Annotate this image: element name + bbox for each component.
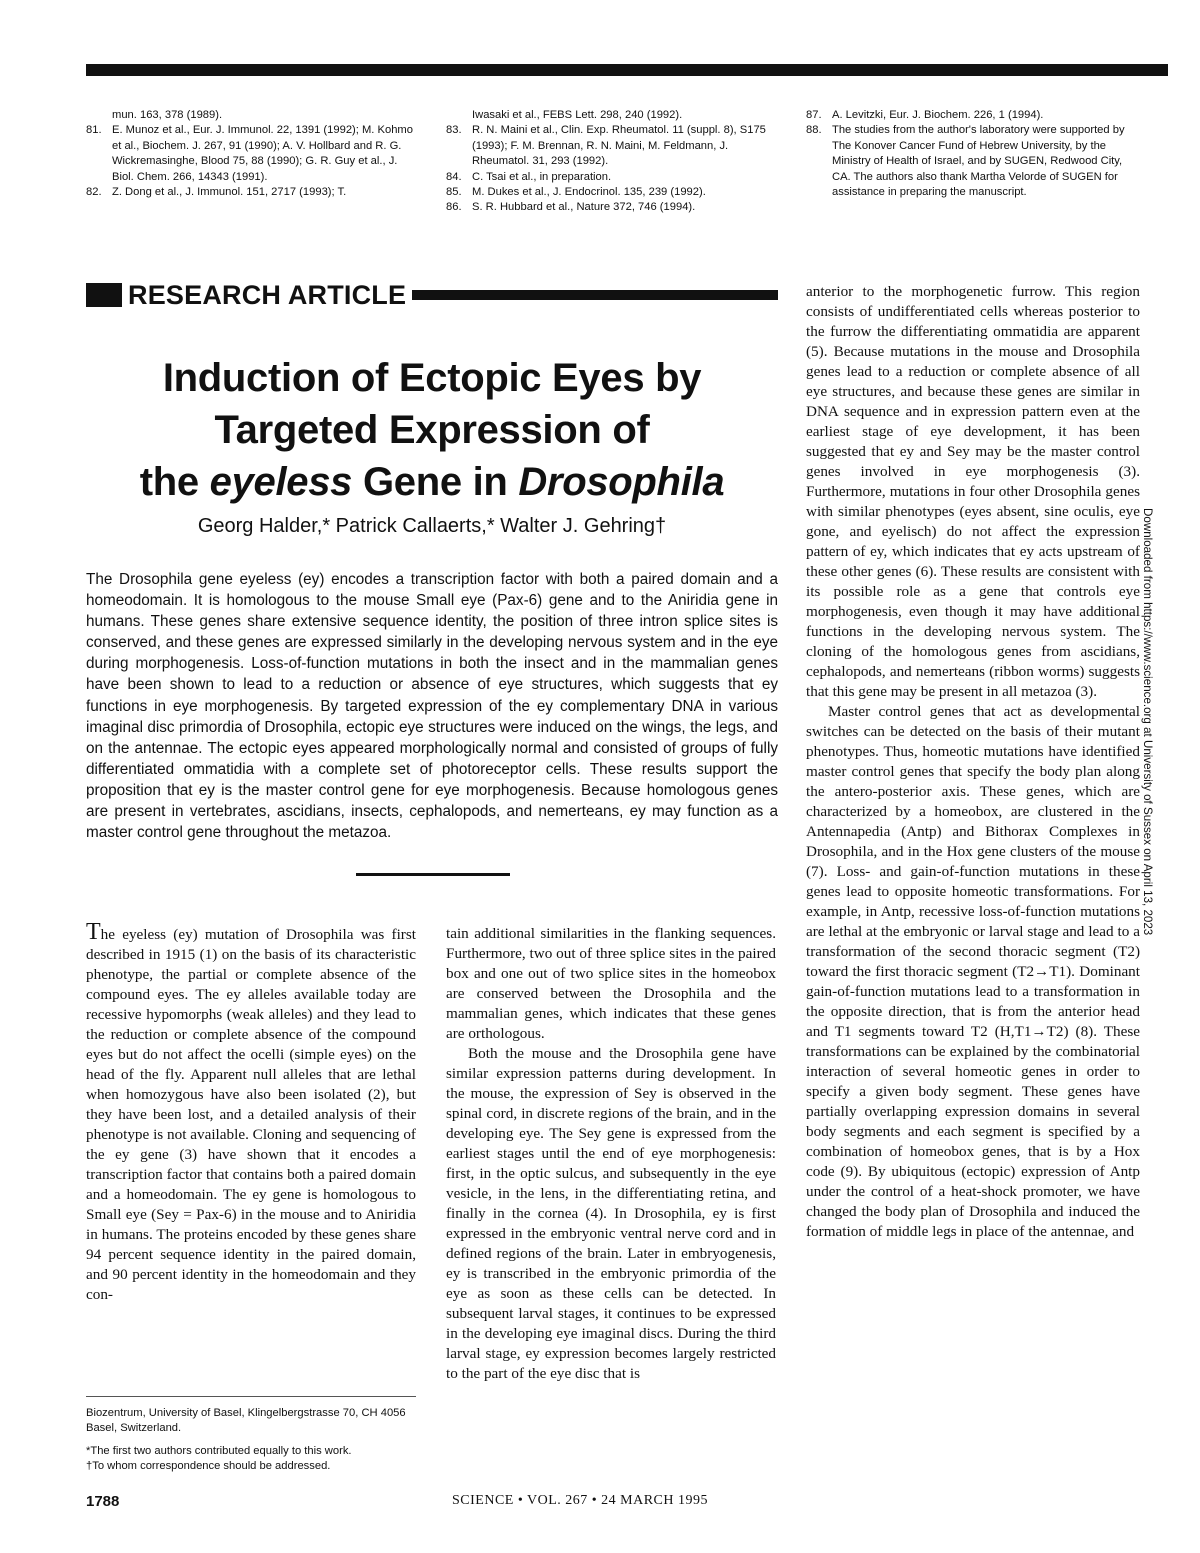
reference-item xyxy=(446,200,776,215)
reference-item xyxy=(86,108,416,123)
reference-text: Iwasaki et al., FEBS Lett. 298, 240 (1992). xyxy=(472,109,683,121)
reference-text: The studies from the author's laboratory were supported by The Konover Cancer Fund of Hebrew University, by the Ministry of Health of Israel, and by SUGEN, Redwood City, CA. The authors also thank Martha Velorde of SUGEN for assistance in preparing the manuscript. xyxy=(832,124,1125,199)
reference-number: 85. xyxy=(446,186,462,199)
abstract-divider xyxy=(356,873,510,876)
title-gene-name: eyeless xyxy=(209,460,353,504)
body-column-1 xyxy=(86,919,416,1305)
author-affiliation: Biozentrum, University of Basel, Klingelbergstrasse 70, CH 4056 Basel, Switzerland. xyxy=(86,1407,406,1434)
body-paragraph-text: he eyeless (ey) mutation of Drosophila was first described in 1915 (1) on the basis of its characteristic phenotype, the partial or complete absence of the compound eyes. The ey alleles available today are recessive hypomorphs (weak alleles) and they lead to the reduction or complete absence of the compound eyes but do not affect the ocelli (simple eyes) on the head of the fly. Apparent null alleles that are lethal when homozygous have also been isolated (2), but they have been lost, and a detailed analysis of their phenotype is not available. Cloning and sequencing of the ey gene (3) have shown that it encodes a transcription factor that contains both a paired domain and a homeodomain. The ey gene is homologous to Small eye (Sey = Pax-6) in the mouse and to Aniridia in humans. The proteins encoded by these genes share 94 percent sequence identity in the paired domain, and 90 percent identity in the homeodomain and they con- xyxy=(86,926,416,1303)
reference-number: 86. xyxy=(446,201,462,214)
section-label xyxy=(86,278,778,312)
reference-item xyxy=(446,185,776,200)
reference-item xyxy=(806,108,1140,123)
title-organism: Drosophila xyxy=(518,460,725,504)
references-column-3 xyxy=(806,108,1140,200)
reference-text: A. Levitzki, Eur. J. Biochem. 226, 1 (1994). xyxy=(832,109,1044,121)
download-watermark xyxy=(1141,508,1164,1064)
footnote-equal-contribution: *The first two authors contributed equally to this work. xyxy=(86,1445,352,1457)
footnote-correspondence: †To whom correspondence should be addressed. xyxy=(86,1460,331,1472)
body-column-3 xyxy=(806,282,1140,1242)
section-label-bar xyxy=(412,290,778,300)
reference-item xyxy=(446,108,776,123)
author-footnotes xyxy=(86,1444,416,1474)
reference-text: Z. Dong et al., J. Immunol. 151, 2717 (1993); T. xyxy=(112,186,347,199)
reference-number: 88. xyxy=(806,124,822,137)
drop-cap: T xyxy=(86,919,101,945)
reference-number: 87. xyxy=(806,109,822,121)
reference-number: 84. xyxy=(446,170,462,183)
references-column-2 xyxy=(446,108,776,216)
reference-number: 81. xyxy=(86,124,102,137)
abstract: The Drosophila gene eyeless (ey) encodes a transcription factor with both a paired domain and a homeodomain. It is homologous to the mouse Small eye (Pax-6) gene and to the Aniridia gene in humans. These genes share extensive sequence identity, the position of three intron splice sites is conserved, and these genes are expressed similarly in the developing nervous system and in the eye during morphogenesis. Loss-of-function mutations in both the insect and in the mammalian genes have been shown to lead to a reduction or absence of eye structures, which suggests that ey functions in eye morphogenesis. By targeted expression of the ey complementary DNA in various imaginal disc primordia of Drosophila, ectopic eye structures were induced on the wings, the legs, and on the antennae. The ectopic eyes appeared morphologically normal and consisted of groups of fully differentiated ommatidia with a complete set of photoreceptor cells. These results support the proposition that ey is the master control gene for eye morphogenesis. Because homologous genes are present in vertebrates, ascidians, insects, cephalopods, and nemerteans, ey may function as a master control gene throughout the metazoa. xyxy=(86,571,778,842)
affiliation-divider xyxy=(86,1396,416,1397)
title-line-1: Induction of Ectopic Eyes by xyxy=(162,356,702,400)
reference-item xyxy=(806,123,1140,200)
reference-item xyxy=(86,185,416,200)
title-line-3-a: the xyxy=(139,460,210,504)
reference-text: S. R. Hubbard et al., Nature 372, 746 (1994). xyxy=(472,201,696,214)
reference-number: 83. xyxy=(446,124,462,137)
section-label-text: RESEARCH ARTICLE xyxy=(128,279,407,310)
reference-text: M. Dukes et al., J. Endocrinol. 135, 239 (1992). xyxy=(472,186,706,199)
title-line-2: Targeted Expression of xyxy=(214,408,650,452)
reference-text: R. N. Maini et al., Clin. Exp. Rheumatol. 11 (suppl. 8), S175 (1993); F. M. Brennan, R. N. Maini, M. Feldmann, J. Rheumatol. 31, 293 (1992). xyxy=(472,124,766,168)
reference-text: E. Munoz et al., Eur. J. Immunol. 22, 1391 (1992); M. Kohmo et al., Biochem. J. 267, 91 (1990); A. V. Hollbard and R. G. Wickremasinghe, Blood 75, 88 (1990); G. R. Guy et al., J. Biol. Chem. 266, 14343 (1991). xyxy=(112,124,413,183)
top-header-rule xyxy=(86,64,1168,76)
reference-item xyxy=(86,123,416,185)
body-paragraph: tain additional similarities in the flanking sequences. Furthermore, two out of three splice sites in the paired box and one out of two splice sites in the homeobox are conserved between the Drosophila and the mammalian genes, which indicates that these genes are orthologous. xyxy=(446,925,776,1042)
references-column-1 xyxy=(86,108,416,200)
reference-text: mun. 163, 378 (1989). xyxy=(112,109,223,121)
section-label-square xyxy=(86,283,122,307)
body-paragraph: anterior to the morphogenetic furrow. This region consists of undifferentiated cells whereas posterior to the furrow the differentiating ommatidia are apparent (5). Because mutations in the mouse and Drosophila genes lead to a reduction or complete absence of all eye structures, and because these genes are similar in DNA sequence and in expression pattern even at the earliest stage of eye development, it has been suggested that ey and Sey may be the master control genes involved in eye morphogenesis (3). Furthermore, mutations in four other Drosophila genes with similar phenotypes (eyes absent, sine oculis, eye gone, and eyelisch) do not affect the expression pattern of ey, which indicates that ey acts upstream of these other genes (6). These results are consistent with its possible role as a gene that controls eye morphogenesis, even though it may have additional functions in the developing nervous system. The cloning of the homologous genes from ascidians, cephalopods, and nemerteans (ribbon worms) suggests that this gene may be present in all metazoa (3). xyxy=(806,283,1140,700)
reference-number: 82. xyxy=(86,186,102,199)
author-list: Georg Halder,* Patrick Callaerts,* Walter J. Gehring† xyxy=(197,515,667,537)
body-paragraph: Both the mouse and the Drosophila gene have similar expression patterns during development. In the mouse, the expression of Sey is observed in the spinal cord, in discrete regions of the brain, and in the developing eye. The Sey gene is expressed from the earliest stages until the end of eye morphogenesis: first, in the optic sulcus, and subsequently in the eye vesicle, in the lens, in the differentiating retina, and finally in the cornea (4). In Drosophila, ey is first expressed in the embryonic ventral nerve cord and in defined regions of the brain. Later in embryogenesis, ey is transcribed in the embryonic primordia of the eye as soon as these cells can be detected. In subsequent larval stages, it continues to be expressed in the developing eye imaginal discs. During the third larval stage, ey expression becomes largely restricted to the part of the eye disc that is xyxy=(446,1045,776,1382)
reference-item xyxy=(446,170,776,185)
reference-item xyxy=(446,123,776,169)
body-column-2 xyxy=(446,924,776,1384)
title-line-3-c: Gene in xyxy=(352,460,519,504)
body-paragraph: Master control genes that act as developmental switches can be detected on the basis of their mutant phenotypes. Thus, homeotic mutations have identified master control genes that specify the body plan along the antero-posterior axis. These genes, which are characterized by a homeobox, are clustered in the Antennapedia (Antp) and Bithorax Complexes in Drosophila, and in the Hox gene clusters of the mouse (7). Loss- and gain-of-function mutations in these genes lead to opposite homeotic transformations. For example, in Antp, recessive loss-of-function mutations are lethal at the embryonic or larval stage and lead to a transformation of the second thoracic segment (T2) toward the first thoracic segment (T2→T1). Dominant gain-of-function mutations lead to a transformation in the opposite direction, that is from the anterior head and T1 segments toward T2 (H,T1→T2) (8). These transformations can be explained by the combinatorial interaction of several homeotic genes in order to specify a given body segment. These genes have partially overlapping expression domains in several body segments and each segment is specified by a combination of homeobox genes, that is by a Hox code (9). By ubiquitous (ectopic) expression of Antp under the control of a heat-shock promoter, we have changed the body plan of Drosophila and induced the formation of middle legs in place of the antennae, and xyxy=(806,703,1140,1240)
page-number: 1788 xyxy=(86,1493,120,1510)
download-watermark-text: Downloaded from https://www.science.org at University of Sussex on April 13, 2023 xyxy=(1141,508,1154,936)
article-title xyxy=(86,352,778,508)
journal-footer: SCIENCE • VOL. 267 • 24 MARCH 1995 xyxy=(452,1493,709,1508)
body-paragraph xyxy=(86,919,416,1305)
reference-text: C. Tsai et al., in preparation. xyxy=(472,170,612,183)
